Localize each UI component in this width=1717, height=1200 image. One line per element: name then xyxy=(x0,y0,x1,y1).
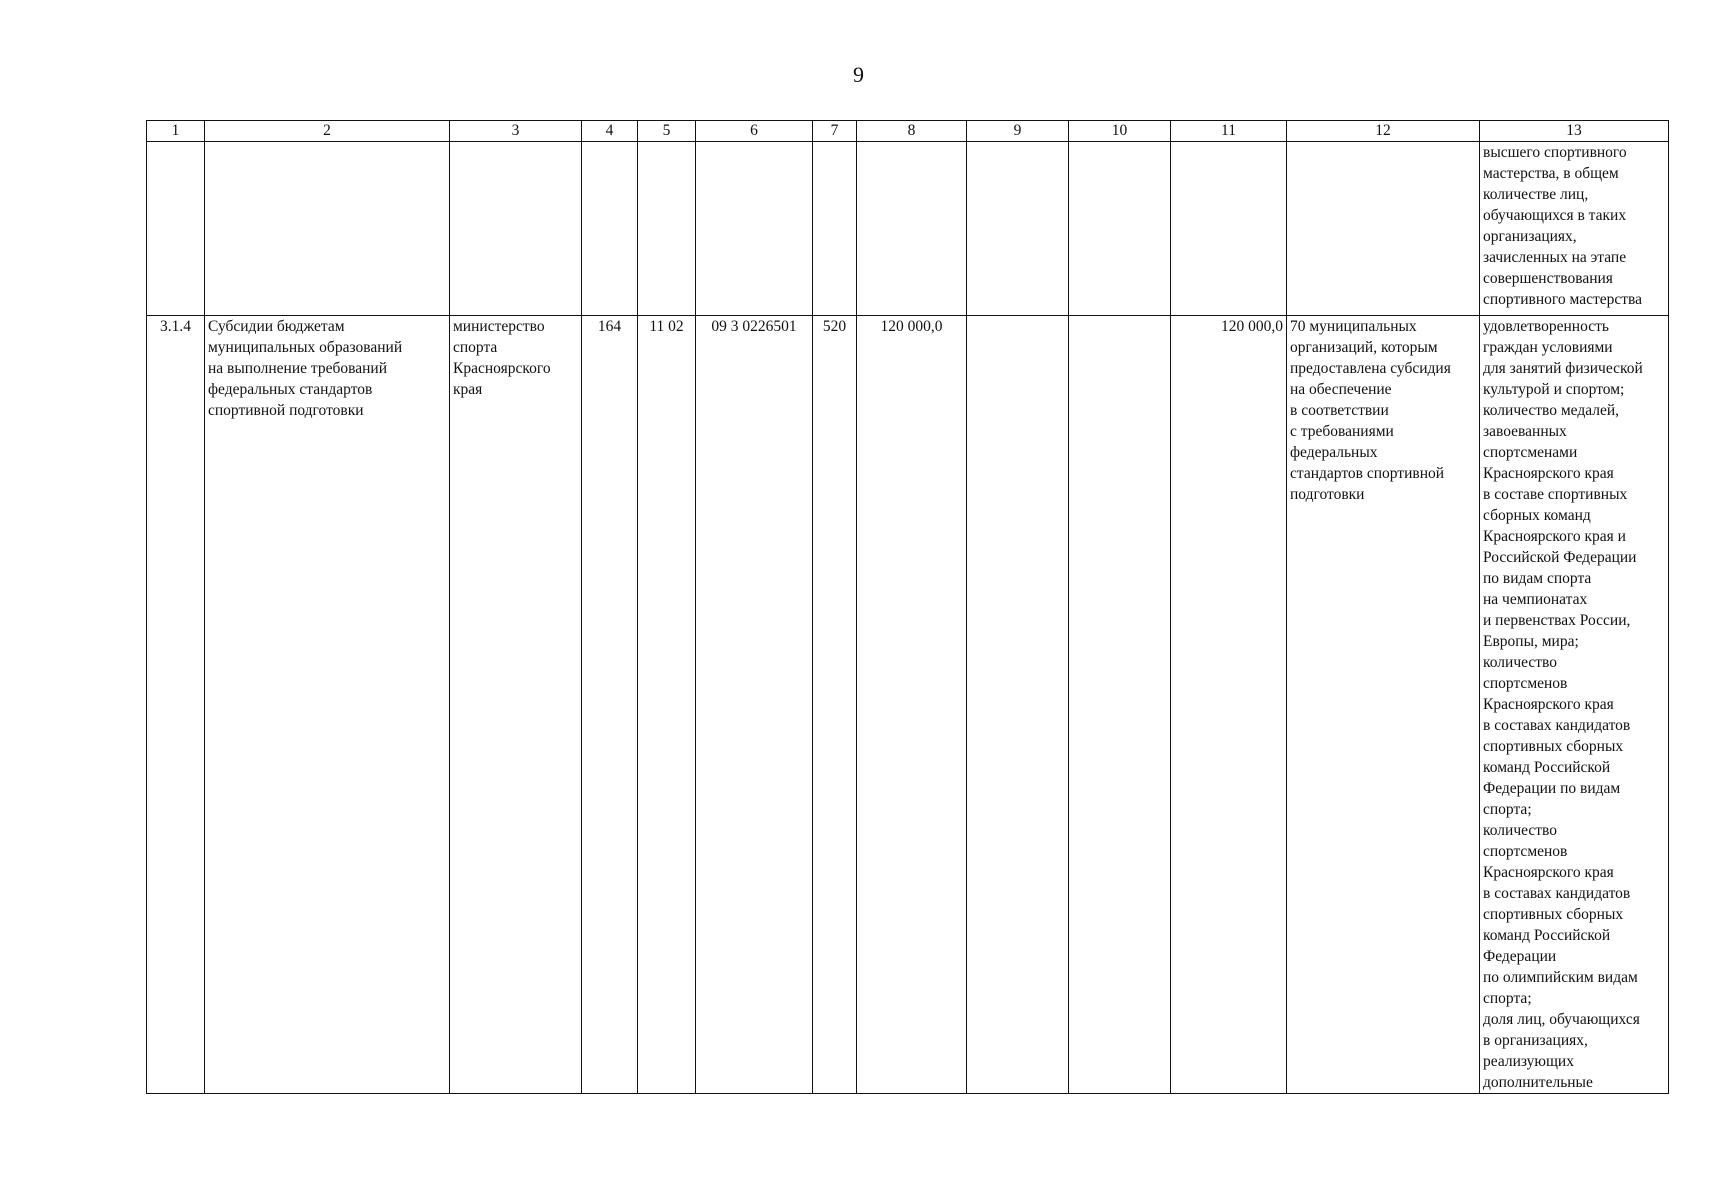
column-header-8: 8 xyxy=(857,121,967,142)
cont-cell-10 xyxy=(1069,142,1171,316)
continuation-row xyxy=(147,142,1669,316)
column-header-13: 13 xyxy=(1480,121,1669,142)
column-header-3: 3 xyxy=(450,121,582,142)
amount-year-1-cell: 120 000,0 xyxy=(857,316,967,1094)
measure-name-cell: Субсидии бюджетам муниципальных образований на выполнение требований федеральных стандартов спортивной подготовки xyxy=(205,316,450,1094)
column-header-2: 2 xyxy=(205,121,450,142)
column-header-9: 9 xyxy=(967,121,1069,142)
column-header-10: 10 xyxy=(1069,121,1171,142)
amount-year-2-cell xyxy=(967,316,1069,1094)
cont-cell-2 xyxy=(205,142,450,316)
item-number-cell: 3.1.4 xyxy=(147,316,205,1094)
cont-cell-8 xyxy=(857,142,967,316)
cont-cell-3 xyxy=(450,142,582,316)
cont-cell-9 xyxy=(967,142,1069,316)
page-number: 9 xyxy=(853,62,864,87)
column-header-11: 11 xyxy=(1171,121,1287,142)
cont-cell-12 xyxy=(1287,142,1480,316)
amount-year-3-cell xyxy=(1069,316,1171,1094)
cont-cell-1 xyxy=(147,142,205,316)
expected-result-cell: 70 муниципальных организаций, которым предоставлена субсидия на обеспечение в соответствии с требованиями федеральных стандартов спортивной подготовки xyxy=(1287,316,1480,1094)
cont-cell-4 xyxy=(582,142,638,316)
cont-cell-7 xyxy=(813,142,857,316)
column-header-12: 12 xyxy=(1287,121,1480,142)
column-header-6: 6 xyxy=(696,121,813,142)
section-code-cell: 11 02 xyxy=(638,316,696,1094)
table-row xyxy=(147,316,1669,1094)
cont-cell-5 xyxy=(638,142,696,316)
column-header-5: 5 xyxy=(638,121,696,142)
header-row xyxy=(147,121,1669,142)
column-header-1: 1 xyxy=(147,121,205,142)
column-header-4: 4 xyxy=(582,121,638,142)
total-amount-cell: 120 000,0 xyxy=(1171,316,1287,1094)
cont-indicators-cell: высшего спортивного мастерства, в общем количестве лиц, обучающихся в таких организациях, зачисленных на этапе совершенствования спортивного мастерства xyxy=(1480,142,1669,316)
indicators-cell: удовлетворенность граждан условиями для занятий физической культурой и спортом; количество медалей, завоеванных спортсменами Красноярского края в составе спортивных сборных команд Красноярского края и Российской Федерации по видам спорта на чемпионатах и первенствах России, Европы, мира; количество спортсменов Красноярского края в составах кандидатов спортивных сборных команд Российской Федерации по видам спорта; количество спортсменов Красноярского края в составах кандидатов спортивных сборных команд Российской Федерации по олимпийским видам спорта; доля лиц, обучающихся в организациях, реализующих дополнительные xyxy=(1480,316,1669,1094)
cont-cell-6 xyxy=(696,142,813,316)
column-header-7: 7 xyxy=(813,121,857,142)
cont-cell-11 xyxy=(1171,142,1287,316)
budget-table xyxy=(146,120,1669,1094)
grbs-code-cell: 164 xyxy=(582,316,638,1094)
target-article-cell: 09 3 0226501 xyxy=(696,316,813,1094)
expense-type-cell: 520 xyxy=(813,316,857,1094)
administrator-cell: министерство спорта Красноярского края xyxy=(450,316,582,1094)
